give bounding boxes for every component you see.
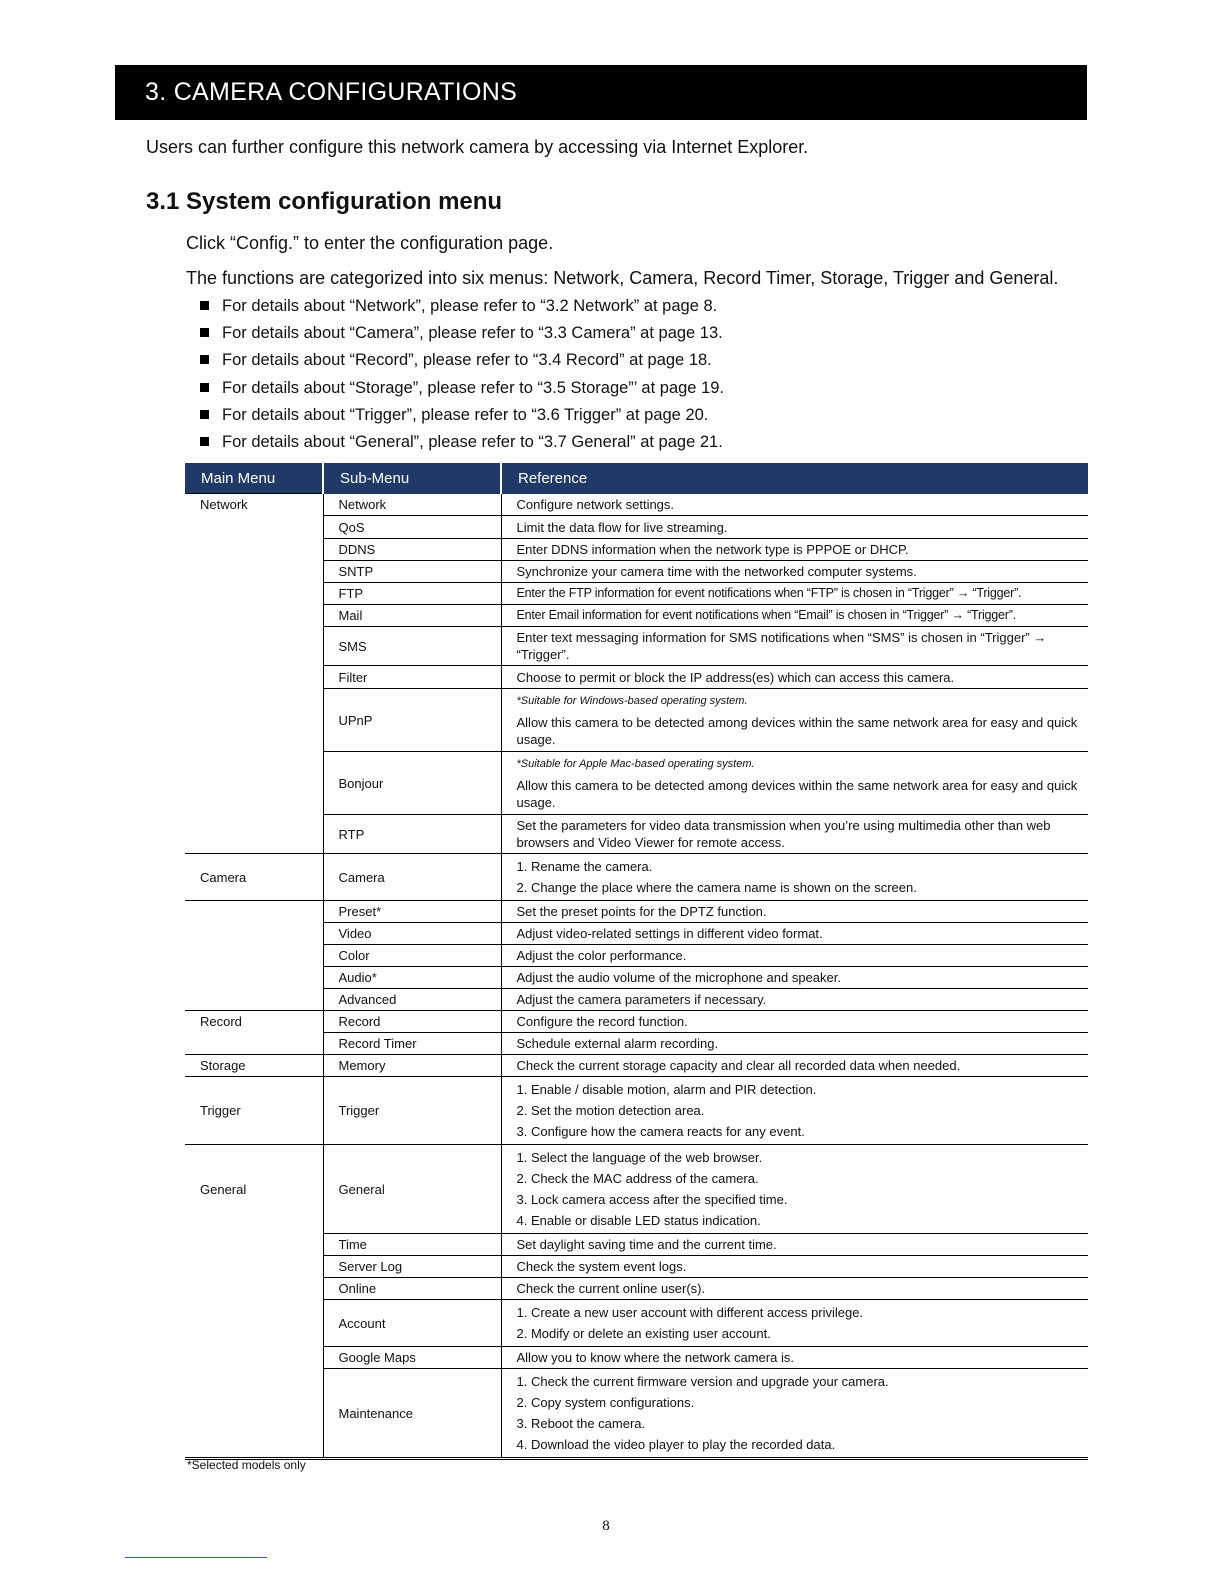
reference-cell: Enter text messaging information for SMS notifications when “SMS” is chosen in “Trigger” → “Trigger”. [501,627,1088,666]
bullet-item [200,323,724,350]
sub-menu-cell: Server Log [323,1256,501,1278]
table-row [185,1011,1088,1033]
sub-menu-cell: RTP [323,815,501,854]
reference-cell: Enter DDNS information when the network type is PPPOE or DHCP. [501,539,1088,561]
bullet-item [200,350,724,377]
reference-cell [501,854,1088,901]
table-row [185,923,1088,945]
chapter-title: 3. CAMERA CONFIGURATIONS [145,78,518,106]
table-row [185,516,1088,539]
header-reference: Reference [501,463,1088,494]
table-row [185,689,1088,752]
table-row [185,945,1088,967]
table-row [185,854,1088,901]
table-row [185,1055,1088,1077]
reference-cell: Set daylight saving time and the current time. [501,1234,1088,1256]
reference-cell: Check the system event logs. [501,1256,1088,1278]
reference-line: 2. Check the MAC address of the camera. [516,1171,759,1186]
sub-menu-cell: SNTP [323,561,501,583]
reference-line: 3. Configure how the camera reacts for any event. [516,1124,805,1139]
bullet-text: For details about “Network”, please refer to “3.2 Network” at page 8. [222,297,718,315]
sub-menu-cell: QoS [323,516,501,539]
sub-menu-cell: Time [323,1234,501,1256]
sub-menu-cell: Filter [323,666,501,689]
sub-menu-cell: Account [323,1300,501,1347]
square-bullet-icon [200,383,209,392]
sub-menu-cell: Trigger [323,1077,501,1145]
table-row [185,605,1088,627]
config-menu-table [185,463,1088,1460]
reference-line: 4. Download the video player to play the recorded data. [516,1437,836,1452]
sub-menu-cell: Advanced [323,989,501,1011]
reference-cell: Synchronize your camera time with the networked computer systems. [501,561,1088,583]
reference-cell: Configure network settings. [501,494,1088,516]
reference-cell: Adjust the camera parameters if necessary. [501,989,1088,1011]
table-row [185,1256,1088,1278]
square-bullet-icon [200,410,209,419]
reference-cell: Check the current storage capacity and clear all recorded data when needed. [501,1055,1088,1077]
table-row [185,583,1088,605]
sub-menu-cell: UPnP [323,689,501,752]
reference-cell: Check the current online user(s). [501,1278,1088,1300]
header-main-menu: Main Menu [185,463,323,494]
reference-cell: Configure the record function. [501,1011,1088,1033]
square-bullet-icon [200,437,209,446]
sub-menu-cell: Color [323,945,501,967]
reference-text: Allow this camera to be detected among devices within the same network area for easy and quick usage. [516,714,1078,747]
reference-line: 3. Lock camera access after the specified time. [516,1192,788,1207]
table-footnote: *Selected models only [187,1458,306,1472]
reference-line: 1. Rename the camera. [516,859,653,874]
reference-line: 3. Reboot the camera. [516,1416,646,1431]
square-bullet-icon [200,328,209,337]
sub-menu-cell: SMS [323,627,501,666]
categories-paragraph: The functions are categorized into six menus: Network, Camera, Record Timer, Storage, Trigger and General. [186,268,1059,288]
bullet-item [200,432,724,459]
reference-note: *Suitable for Windows-based operating system. [516,694,748,707]
sub-menu-cell: Online [323,1278,501,1300]
sub-menu-cell: DDNS [323,539,501,561]
sub-menu-cell: Video [323,923,501,945]
bullet-text: For details about “Trigger”, please refer to “3.6 Trigger” at page 20. [222,405,709,424]
sub-menu-cell: Camera [323,854,501,901]
reference-cell [501,752,1088,815]
reference-cell [501,1300,1088,1347]
sub-menu-cell: Memory [323,1055,501,1077]
sub-menu-cell: Record Timer [323,1033,501,1055]
table-row [185,561,1088,583]
reference-line: 4. Enable or disable LED status indication. [516,1213,761,1228]
sub-menu-cell: Bonjour [323,752,501,815]
reference-note: *Suitable for Apple Mac-based operating system. [516,757,755,770]
table-row [185,901,1088,923]
reference-bullet-list [200,296,724,459]
section-title: 3.1 System configuration menu [146,188,503,215]
table-row [185,494,1088,516]
reference-cell: Enter the FTP information for event notifications when “FTP” is chosen in “Trigger” → “Trigger”. [501,583,1088,605]
sub-menu-cell: General [323,1145,501,1234]
reference-cell [501,1369,1088,1459]
table-row [185,1234,1088,1256]
sub-menu-cell: Mail [323,605,501,627]
reference-cell: Set the preset points for the DPTZ function. [501,901,1088,923]
main-menu-cell: Camera [185,854,323,901]
reference-cell: Choose to permit or block the IP address(es) which can access this camera. [501,666,1088,689]
table-row [185,989,1088,1011]
table-row [185,752,1088,815]
table-row [185,539,1088,561]
reference-cell [501,1145,1088,1234]
square-bullet-icon [200,301,209,310]
bullet-text: For details about “Camera”, please refer to “3.3 Camera” at page 13. [222,324,723,343]
main-menu-cell: General [185,1145,323,1234]
sub-menu-cell: Network [323,494,501,516]
reference-cell: Allow you to know where the network camera is. [501,1347,1088,1369]
sub-menu-cell: Audio* [323,967,501,989]
table-row [185,1033,1088,1055]
reference-line: 2. Set the motion detection area. [516,1103,705,1118]
main-menu-cell: Record [185,1011,323,1033]
chapter-header-bar [115,65,1087,120]
bullet-text: For details about “Storage”, please refer to “3.5 Storage”’ at page 19. [222,378,725,397]
sub-menu-cell: FTP [323,583,501,605]
table-row [185,967,1088,989]
reference-line: 1. Check the current firmware version and upgrade your camera. [516,1374,889,1389]
reference-line: 2. Change the place where the camera name is shown on the screen. [516,880,917,895]
table-header-row [185,463,1088,494]
table-row [185,1077,1088,1145]
sub-menu-cell: Google Maps [323,1347,501,1369]
table-row [185,666,1088,689]
bullet-text: For details about “General”, please refer to “3.7 General” at page 21. [222,432,723,451]
footer-rule [125,1557,267,1558]
main-menu-cell: Network [185,494,323,516]
page-number: 8 [602,1518,610,1534]
reference-line: 2. Modify or delete an existing user account. [516,1326,771,1341]
reference-cell: Limit the data flow for live streaming. [501,516,1088,539]
bullet-item [200,296,724,323]
sub-menu-cell: Record [323,1011,501,1033]
bullet-text: For details about “Record”, please refer to “3.4 Record” at page 18. [222,351,712,370]
bullet-item [200,405,724,432]
reference-cell: Adjust the audio volume of the microphone and speaker. [501,967,1088,989]
table-row [185,1369,1088,1459]
sub-menu-cell: Maintenance [323,1369,501,1459]
reference-cell: Adjust video-related settings in different video format. [501,923,1088,945]
reference-cell [501,689,1088,752]
table-row [185,1145,1088,1234]
intro-paragraph: Users can further configure this network camera by accessing via Internet Explorer. [146,137,809,157]
table-row [185,1278,1088,1300]
reference-text: Allow this camera to be detected among devices within the same network area for easy and quick usage. [516,777,1078,810]
table-row [185,1347,1088,1369]
reference-cell [501,1077,1088,1145]
reference-cell: Adjust the color performance. [501,945,1088,967]
square-bullet-icon [200,355,209,364]
reference-line: 1. Enable / disable motion, alarm and PIR detection. [516,1082,817,1097]
table-row [185,815,1088,854]
header-sub-menu: Sub-Menu [323,463,501,494]
bullet-item [200,378,724,405]
reference-cell: Enter Email information for event notifications when “Email” is chosen in “Trigger” → “Trigger”. [501,605,1088,627]
reference-line: 1. Select the language of the web browser. [516,1150,763,1165]
main-menu-cell: Storage [185,1055,323,1077]
reference-line: 1. Create a new user account with different access privilege. [516,1305,864,1320]
sub-menu-cell: Preset* [323,901,501,923]
reference-line: 2. Copy system configurations. [516,1395,695,1410]
reference-cell: Schedule external alarm recording. [501,1033,1088,1055]
table-row [185,627,1088,666]
click-instruction: Click “Config.” to enter the configuration page. [186,233,554,253]
table-row [185,1300,1088,1347]
main-menu-cell: Trigger [185,1077,323,1145]
reference-cell: Set the parameters for video data transmission when you’re using multimedia other than web browsers and Video Viewer for remote access. [501,815,1088,854]
